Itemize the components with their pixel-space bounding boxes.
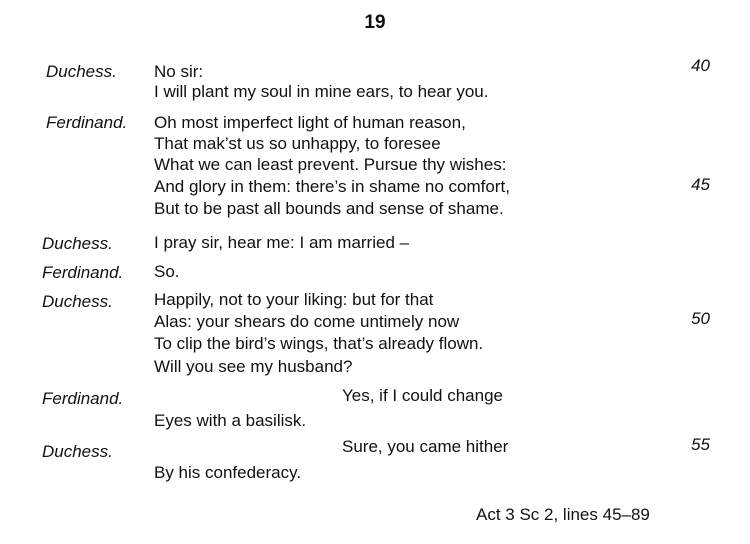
verse-line: Sure, you came hither [342,437,509,456]
verse-line: Will you see my husband? [154,357,353,376]
verse-line: I will plant my soul in mine ears, to hear you. [154,82,489,101]
line-number: 50 [691,309,710,328]
verse-line: Happily, not to your liking: but for that [154,290,434,309]
verse-line: Eyes with a basilisk. [154,411,307,430]
verse-line: So. [154,262,180,281]
verse-line: But to be past all bounds and sense of shame. [154,199,504,218]
verse-line: Oh most imperfect light of human reason, [154,113,466,132]
line-number: 55 [691,435,710,454]
line-number: 40 [691,56,710,75]
verse-line: And glory in them: there’s in shame no comfort, [154,177,510,196]
verse-line: I pray sir, hear me: I am married – [154,233,410,252]
page-number: 19 [364,12,386,33]
verse-line: Alas: your shears do come untimely now [154,312,460,331]
speaker-name: Duchess. [42,292,113,311]
verse-line: To clip the bird’s wings, that’s already flown. [154,334,484,353]
speaker-name: Duchess. [46,62,117,81]
speaker-name: Duchess. [42,442,113,461]
verse-line: Yes, if I could change [342,386,503,405]
line-number: 45 [691,175,710,194]
verse-line: That mak’st us so unhappy, to foresee [154,134,441,153]
speaker-name: Ferdinand. [46,113,128,132]
speaker-name: Ferdinand. [42,389,124,408]
verse-line: No sir: [154,62,204,81]
speaker-name: Duchess. [42,234,113,253]
scene-reference: Act 3 Sc 2, lines 45–89 [476,505,650,524]
verse-line: What we can least prevent. Pursue thy wishes: [154,155,507,174]
verse-line: By his confederacy. [154,463,302,482]
speaker-name: Ferdinand. [42,263,124,282]
